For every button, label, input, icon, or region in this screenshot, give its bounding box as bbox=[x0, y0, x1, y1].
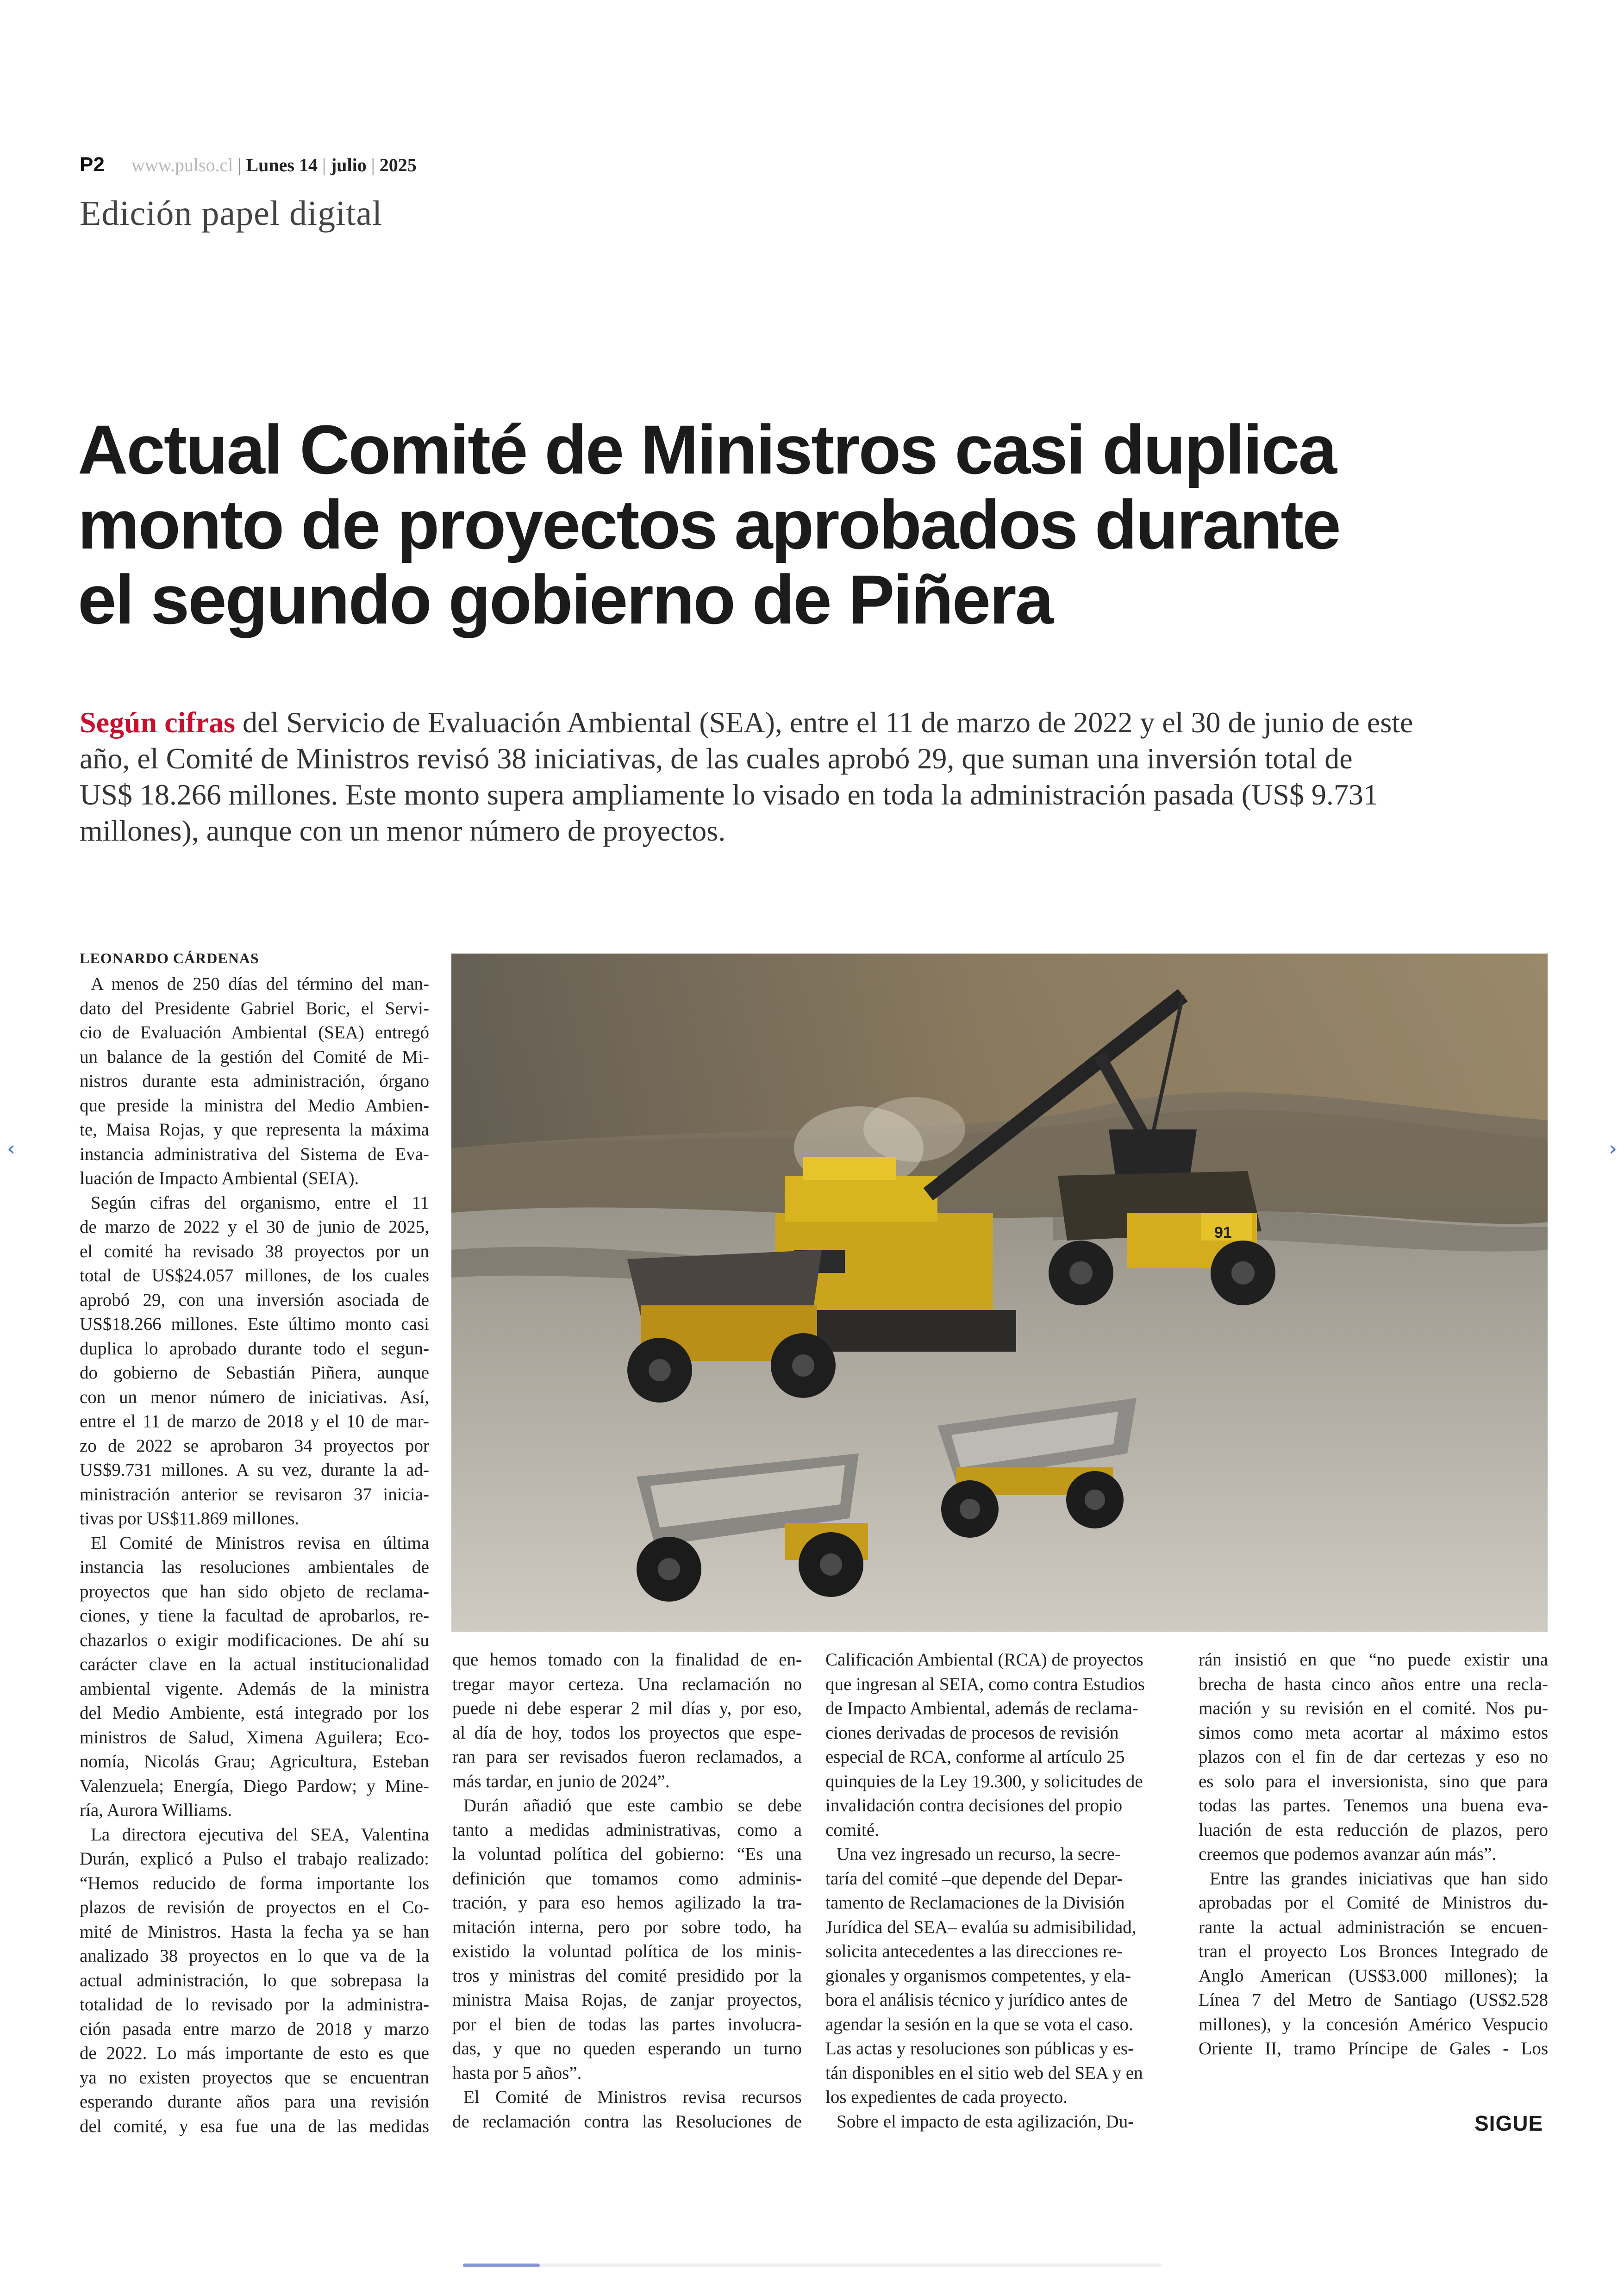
mining-photo bbox=[451, 954, 1548, 1632]
body-text-line: de 2022. Lo más importante de esto es que bbox=[80, 2043, 429, 2063]
body-text-line: tamento de Reclamaciones de la División bbox=[825, 1893, 1125, 1913]
body-text-line: instancia las resoluciones ambientales de bbox=[80, 1557, 429, 1577]
body-text-line: tanto a medidas administrativas, como a bbox=[452, 1820, 802, 1840]
body-text-line: taría del comité –que depende del Depar- bbox=[825, 1868, 1123, 1889]
article-column-4 bbox=[1199, 1648, 1548, 2061]
body-text-line: tración, y para eso hemos agilizado la tra- bbox=[452, 1893, 802, 1913]
body-text-line: Las actas y resoluciones son públicas y es- bbox=[825, 2039, 1134, 2058]
body-text-line: luación de esta reducción de plazos, pero bbox=[1199, 1820, 1548, 1840]
body-text-line: cio de Evaluación Ambiental (SEA) entregó bbox=[80, 1023, 429, 1042]
body-text-line: los expedientes de cada proyecto. bbox=[825, 2087, 1068, 2107]
body-text-line: ciones derivadas de procesos de revisión bbox=[825, 1722, 1119, 1743]
edition-label: Edición papel digital bbox=[80, 194, 383, 233]
body-text-line: analizado 38 proyectos en lo que va de la bbox=[80, 1946, 429, 1966]
body-text-line: chazarlos o exigir modificaciones. De ahí su bbox=[80, 1630, 429, 1650]
body-text-line: tivas por US$11.869 millones. bbox=[80, 1509, 300, 1528]
body-text-line: que hemos tomado con la finalidad de en- bbox=[452, 1650, 802, 1670]
separator: | bbox=[322, 154, 326, 175]
body-text-line: dato del Presidente Gabriel Boric, el Servi- bbox=[80, 998, 429, 1018]
article-column-3 bbox=[825, 1648, 1175, 2134]
body-text-line: instancia administrativa del Sistema de Eva- bbox=[80, 1144, 429, 1164]
body-text-line: tros y ministras del comité presidido por la bbox=[452, 1965, 802, 1986]
body-text-line: más tardar, en junio de 2024”. bbox=[452, 1771, 670, 1791]
body-text-line: Jurídica del SEA– evalúa su admisibilidad, bbox=[825, 1917, 1137, 1937]
body-text-line: La directora ejecutiva del SEA, Valentina bbox=[91, 1824, 429, 1845]
body-text-line: nomía, Nicolás Grau; Agricultura, Esteban bbox=[80, 1752, 429, 1771]
body-text-line: que preside la ministra del Medio Ambien- bbox=[80, 1095, 429, 1116]
body-text-line: de marzo de 2022 y el 30 de junio de 2025, bbox=[80, 1217, 429, 1237]
body-text-line: ciones, y tiene la facultad de aprobarlos, re- bbox=[80, 1606, 429, 1626]
body-text-line: todas las partes. Tenemos una buena eva- bbox=[1199, 1796, 1548, 1815]
body-text-line: de reclamación contra las Resoluciones de bbox=[452, 2111, 802, 2132]
body-text-line: puede ni debe esperar 2 mil días y, por eso, bbox=[452, 1698, 802, 1718]
body-text-line: total de US$24.057 millones, de los cuales bbox=[80, 1266, 429, 1285]
body-text-line: Entre las grandes iniciativas que han sido bbox=[1210, 1868, 1548, 1889]
site-url[interactable]: www.pulso.cl bbox=[131, 154, 233, 175]
body-text-line: esperando durante años para una revisión bbox=[80, 2092, 429, 2112]
separator: | bbox=[237, 154, 242, 175]
body-text-line: luación de Impacto Ambiental (SEIA). bbox=[80, 1168, 359, 1188]
next-page-arrow-icon[interactable]: › bbox=[1609, 1137, 1617, 1160]
body-text-line: nistros durante esta administración, órgano bbox=[80, 1071, 429, 1091]
body-text-line: de Impacto Ambiental, además de reclama- bbox=[825, 1698, 1138, 1718]
body-text-line: Sobre el impacto de esta agilización, Du- bbox=[837, 2111, 1134, 2132]
body-text-line: al día de hoy, todos los proyectos que espe- bbox=[452, 1722, 802, 1743]
issue-day: Lunes 14 bbox=[246, 154, 318, 175]
body-text-line: aprobó 29, con una inversión asociada de bbox=[80, 1290, 429, 1310]
issue-year: 2025 bbox=[379, 154, 417, 175]
body-text-line: Calificación Ambiental (RCA) de proyectos bbox=[825, 1650, 1143, 1670]
body-text-line: ya no existen proyectos que se encuentran bbox=[80, 2067, 429, 2088]
lead-paragraph bbox=[80, 705, 1547, 849]
body-text-line: especial de RCA, conforme al artículo 25 bbox=[825, 1747, 1125, 1767]
body-text-line: Línea 7 del Metro de Santiago (US$2.528 bbox=[1199, 1990, 1548, 2010]
body-text-line: ministra Maisa Rojas, de zanjar proyectos, bbox=[452, 1990, 802, 2010]
body-text-line: es solo para el inversionista, sino que para bbox=[1199, 1771, 1548, 1791]
body-text-line: actual administración, lo que sobrepasa la bbox=[80, 1970, 429, 1990]
page-progress-fill bbox=[463, 2264, 540, 2267]
body-text-line: del Medio Ambiente, está integrado por los bbox=[80, 1703, 429, 1723]
body-text-line: US$18.266 millones. Este último monto casi bbox=[80, 1314, 429, 1334]
lead-line-text: del Servicio de Evaluación Ambiental (SEA), entre el 11 de marzo de 2022 y el 30 de junio de este bbox=[235, 706, 1413, 739]
body-text-line: tán disponibles en el sitio web del SEA y en bbox=[825, 2063, 1143, 2083]
page-number: P2 bbox=[80, 153, 105, 176]
body-text-line: te, Maisa Rojas, y que representa la máxima bbox=[80, 1120, 429, 1140]
continue-label: SIGUE bbox=[1474, 2111, 1543, 2135]
page-header bbox=[80, 152, 417, 178]
body-text-line: Valenzuela; Energía, Diego Pardow; y Mine- bbox=[80, 1776, 429, 1796]
body-text-line: mité de Ministros. Hasta la fecha ya se han bbox=[80, 1921, 429, 1942]
body-text-line: ministración anterior se revisaron 37 inicia- bbox=[80, 1484, 429, 1504]
body-text-line: por el bien de todas las partes involucra- bbox=[452, 2014, 802, 2034]
body-text-line: proyectos que han sido objeto de reclama- bbox=[80, 1581, 429, 1602]
lead-line bbox=[80, 705, 1547, 741]
headline-line: el segundo gobierno de Piñera bbox=[78, 561, 1052, 638]
body-text-line: zo de 2022 se aprobaron 34 proyectos por bbox=[80, 1435, 429, 1456]
body-text-line: que ingresan al SEIA, como contra Estudios bbox=[825, 1674, 1145, 1694]
body-text-line: rán insistió en que “no puede existir una bbox=[1199, 1650, 1548, 1670]
body-text-line: mitación interna, pero por sobre todo, ha bbox=[452, 1917, 802, 1937]
body-text-line: ministros de Salud, Ximena Aguilera; Eco- bbox=[80, 1727, 429, 1747]
body-text-line: invalidación contra decisiones del propio bbox=[825, 1796, 1123, 1815]
body-text-line: quinquies de la Ley 19.300, y solicitudes de bbox=[825, 1771, 1143, 1791]
lead-line: millones), aunque con un menor número de proyectos. bbox=[80, 814, 726, 847]
article-column-1 bbox=[80, 972, 429, 2139]
body-text-line: entre el 11 de marzo de 2018 y el 10 de mar- bbox=[80, 1411, 429, 1431]
body-text-line: comité. bbox=[825, 1820, 879, 1840]
previous-page-arrow-icon[interactable]: ‹ bbox=[7, 1137, 15, 1160]
body-text-line: aprobadas por el Comité de Ministros du- bbox=[1199, 1893, 1548, 1913]
body-text-line: el comité ha revisado 38 proyectos por un bbox=[80, 1241, 429, 1261]
body-text-line: duplica lo aprobado durante todo el segun- bbox=[80, 1338, 429, 1359]
truck-number-badge: 91 bbox=[1214, 1224, 1232, 1241]
body-text-line: brecha de hasta cinco años entre una recla- bbox=[1199, 1674, 1548, 1694]
body-text-line: bora el análisis técnico y jurídico antes de bbox=[825, 1990, 1128, 2010]
body-text-line: Durán añadió que este cambio se debe bbox=[463, 1796, 802, 1815]
body-text-line: US$9.731 millones. A su vez, durante la ad- bbox=[80, 1460, 429, 1480]
separator: | bbox=[371, 154, 375, 175]
body-text-line: millones), y la concesión Américo Vespucio bbox=[1199, 2014, 1548, 2034]
body-text-line: Durán, explicó a Pulso el trabajo realizado: bbox=[80, 1849, 429, 1869]
body-text-line: ambiental vigente. Además de la ministra bbox=[80, 1678, 429, 1699]
page-progress-track[interactable] bbox=[463, 2264, 1162, 2267]
body-text-line: con un menor número de iniciativas. Así, bbox=[80, 1387, 429, 1407]
mining-photo-illustration bbox=[451, 954, 1548, 1632]
body-text-line: hasta por 5 años”. bbox=[452, 2063, 582, 2083]
body-text-line: Según cifras del organismo, entre el 11 bbox=[91, 1192, 429, 1213]
body-text-line: El Comité de Ministros revisa en última bbox=[91, 1533, 429, 1553]
headline bbox=[78, 412, 1578, 637]
issue-month: julio bbox=[330, 154, 367, 175]
body-text-line: plazos de revisión de proyectos en el Co- bbox=[80, 1897, 429, 1917]
body-text-line: das, y que no queden esperando un turno bbox=[452, 2039, 802, 2058]
body-text-line: creemos que podemos avanzar aún más”. bbox=[1199, 1844, 1497, 1864]
body-text-line: definición que tomamos como adminis- bbox=[452, 1868, 802, 1889]
body-text-line: existido la voluntad política de los minis- bbox=[452, 1941, 802, 1961]
body-text-line: do gobierno de Sebastián Piñera, aunque bbox=[80, 1363, 429, 1383]
lead-line: año, el Comité de Ministros revisó 38 iniciativas, de las cuales aprobó 29, que suman una inversión total de bbox=[80, 742, 1353, 775]
body-text-line: solicita antecedentes a las direcciones re- bbox=[825, 1941, 1123, 1961]
body-text-line: Una vez ingresado un recurso, la secre- bbox=[837, 1844, 1121, 1864]
body-text-line: ran para ser revisados fueron reclamados, a bbox=[452, 1747, 802, 1767]
body-text-line: simos como meta acortar al máximo estos bbox=[1199, 1722, 1548, 1743]
body-text-line: totalidad de lo revisado por la administra- bbox=[80, 1995, 429, 2014]
body-text-line: ción pasada entre marzo de 2018 y marzo bbox=[80, 2019, 429, 2039]
body-text-line: plazos con el fin de dar certezas y eso no bbox=[1199, 1747, 1548, 1767]
headline-line: monto de proyectos aprobados durante bbox=[78, 486, 1340, 563]
body-text-line: Anglo American (US$3.000 millones); la bbox=[1199, 1965, 1548, 1986]
body-text-line: ría, Aurora Williams. bbox=[80, 1800, 232, 1820]
body-text-line: la voluntad política del gobierno: “Es una bbox=[452, 1844, 802, 1864]
body-text-line: El Comité de Ministros revisa recursos bbox=[463, 2087, 802, 2107]
article-column-2 bbox=[452, 1648, 802, 2134]
body-text-line: “Hemos reducido de forma importante los bbox=[80, 1873, 429, 1893]
body-text-line: un balance de la gestión del Comité de Mi- bbox=[80, 1047, 429, 1067]
body-text-line: agendar la sesión en la que se vota el caso. bbox=[825, 2014, 1133, 2034]
lead-line: US$ 18.266 millones. Este monto supera ampliamente lo visado en toda la administración pasada (US$ 9.731 bbox=[80, 778, 1378, 811]
body-text-line: del comité, y esa fue una de las medidas bbox=[80, 2116, 429, 2136]
body-text-line: mación y su revisión en el comité. Nos pu- bbox=[1199, 1698, 1548, 1718]
body-text-line: rante la actual administración se encuen- bbox=[1199, 1917, 1548, 1937]
headline-line: Actual Comité de Ministros casi duplica bbox=[78, 411, 1336, 488]
lead-kicker: Según cifras bbox=[80, 706, 235, 739]
body-text-line: tregar mayor certeza. Una reclamación no bbox=[452, 1674, 802, 1694]
body-text-line: gionales y organismos competentes, y ela- bbox=[825, 1965, 1131, 1986]
body-text-line: tran el proyecto Los Bronces Integrado de bbox=[1199, 1941, 1548, 1961]
body-text-line: carácter clave en la actual institucionalidad bbox=[80, 1654, 429, 1674]
body-text-line: A menos de 250 días del término del man- bbox=[91, 974, 429, 994]
byline: LEONARDO CÁRDENAS bbox=[80, 950, 259, 967]
body-text-line: Oriente II, tramo Príncipe de Gales - Los bbox=[1199, 2039, 1548, 2058]
